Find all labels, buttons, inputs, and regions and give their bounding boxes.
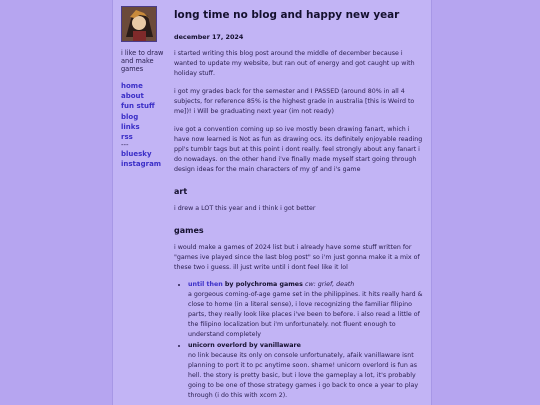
nav-links[interactable]: links [121, 122, 140, 131]
nav-fun-stuff[interactable]: fun stuff [121, 102, 155, 111]
list-item [188, 341, 424, 401]
post-title: long time no blog and happy new year [174, 9, 400, 21]
heading-art: art [174, 187, 188, 196]
avatar-art [122, 7, 156, 41]
paragraph-intro: i started writing this blog post around the middle of december because i wanted to update my website, but ran out of energy and got caught up with holiday stuff. [174, 50, 415, 77]
nav-separator: --- [121, 141, 129, 150]
game-title-unicorn-overlord: unicorn overlord by vanillaware [188, 342, 301, 349]
nav-home[interactable]: home [121, 82, 143, 90]
nav-bluesky[interactable]: bluesky [121, 150, 152, 159]
game-link-until-then[interactable]: until then [188, 281, 223, 288]
nav-instagram[interactable]: instagram [121, 160, 162, 169]
avatar [121, 6, 157, 42]
paragraph-grades: i got my grades back for the semester and I PASSED (around 80% in all 4 subjects, for reference 85% is the highest grade in australia [this is Weird to me])! i Will be graduating next year (im not ready) [174, 88, 415, 115]
sidebar [121, 6, 169, 170]
paragraph-convention: ive got a convention coming up so ive mostly been drawing fanart, which i have now learned is Not as fun as drawing ocs. its definitely enjoyable reading ppl's tumblr tags but at this point i dont really. feel strongly about any fanart i do nowadays. on the other hand i've finally made myself start going through design ideas for the main characters of my gf and i's game [174, 126, 423, 173]
games-list [174, 280, 424, 401]
paragraph-games: i would make a games of 2024 list but i already have some stuff written for "games ive played since the last blog post" so i'm just gonna make it a mix of these two i guess. ill just write until i dont feel like it lol [174, 244, 420, 271]
sidebar-nav [121, 81, 169, 170]
content-warning: cw: grief, death [305, 281, 355, 288]
post-date: december 17, 2024 [174, 33, 244, 41]
nav-about[interactable]: about [121, 92, 144, 101]
list-item [188, 280, 424, 340]
game-description: no link because its only on console unfortunately, afaik vanillaware isnt planning to port it to pc anytime soon. shame! unicorn overlord is fun as hell. the story is pretty basic, but i love the gameplay a lot, it's probably going to be one of those strategy games i go back to once a year to play through (i do this with xcom 2). [188, 352, 419, 399]
nav-rss[interactable]: rss [121, 133, 133, 142]
game-description: a gorgeous coming-of-age game set in the philippines. it hits really hard & close to home (in a literal sense), i love recognizing the familiar filipino parts, they really look like places i've been to before. i also read a little of the filipino localization but i'm unfortunately. not fluent enough to understand completely [188, 291, 423, 338]
nav-blog[interactable]: blog [121, 112, 139, 121]
sidebar-blurb: i like to draw and make games [121, 49, 164, 73]
paragraph-art: i drew a LOT this year and i think i got better [174, 205, 316, 212]
game-studio: by polychroma games [222, 281, 306, 288]
heading-games: games [174, 226, 204, 235]
blog-post [174, 6, 424, 402]
